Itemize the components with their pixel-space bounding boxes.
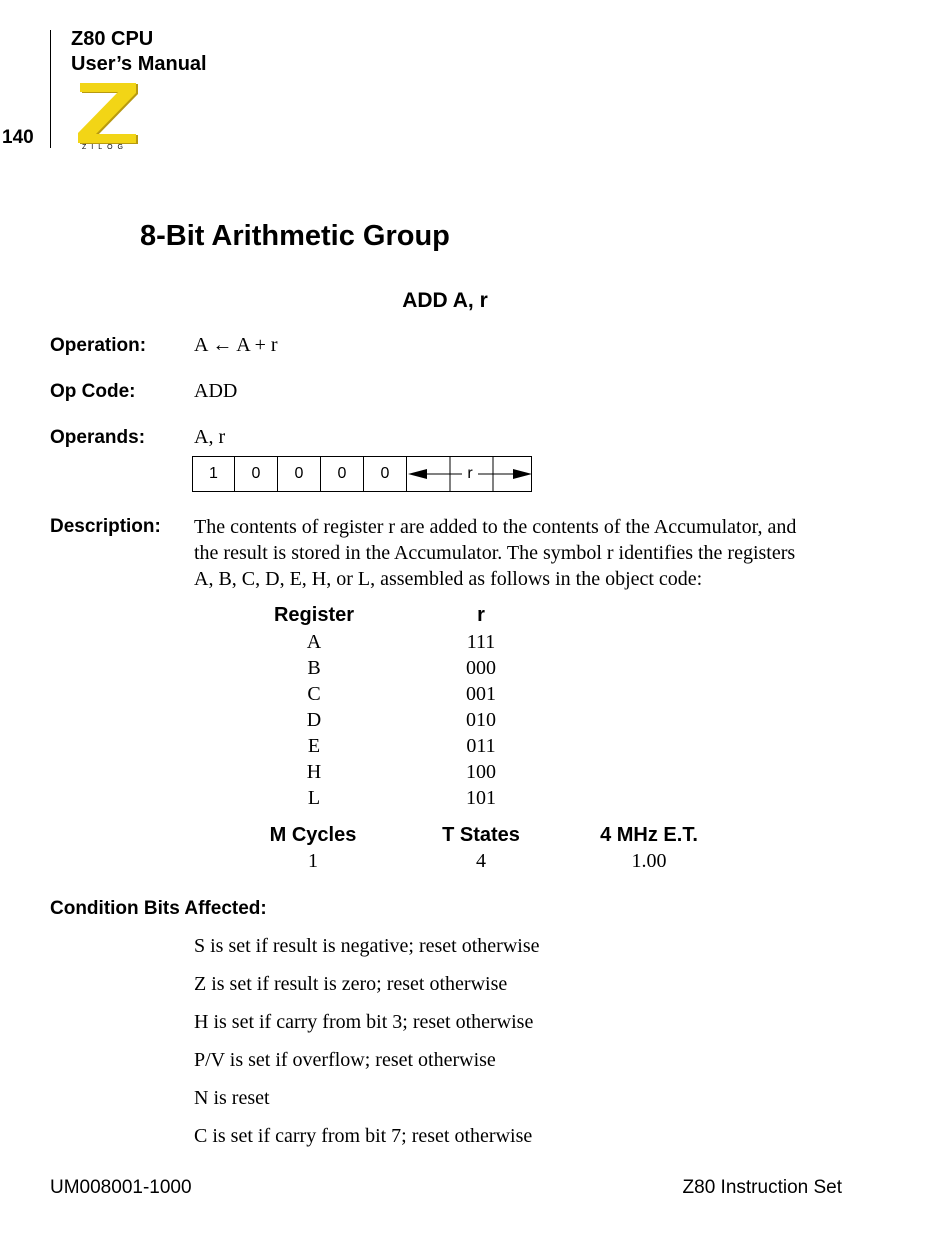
opcode-bit: 0 xyxy=(278,457,321,491)
footer-document-id: UM008001-1000 xyxy=(50,1177,192,1198)
register-field xyxy=(407,457,533,491)
opcode-bit: 0 xyxy=(321,457,364,491)
r-code-cell: 011 xyxy=(466,735,496,757)
r-code-cell: 111 xyxy=(466,631,496,653)
r-code-cell: 000 xyxy=(466,657,496,679)
opcode-value: ADD xyxy=(194,380,238,402)
operation-value: A ← A + r xyxy=(194,334,278,356)
footer-section-name: Z80 Instruction Set xyxy=(682,1177,842,1198)
register-cell: A xyxy=(306,631,322,653)
register-cell: D xyxy=(306,709,322,731)
r-code-cell: 101 xyxy=(466,787,496,809)
opcode-label: Op Code: xyxy=(50,381,136,402)
register-cell: E xyxy=(307,735,321,757)
operands-value: A, r xyxy=(194,426,226,448)
manual-title-line2: User’s Manual xyxy=(71,53,207,75)
header-rule xyxy=(50,30,51,148)
register-cell: B xyxy=(307,657,321,679)
logo-text: ZILOG xyxy=(81,144,129,150)
condition-bit-item: Z is set if result is zero; reset otherwise xyxy=(194,973,508,995)
register-cell: C xyxy=(307,683,321,705)
r-code-cell: 001 xyxy=(466,683,496,705)
execution-time-header: 4 MHz E.T. xyxy=(600,824,698,846)
t-states-value: 4 xyxy=(476,850,486,872)
r-header: r xyxy=(477,604,485,626)
description-line: A, B, C, D, E, H, or L, assembled as follows in the object code: xyxy=(194,568,703,590)
page-number: 140 xyxy=(2,127,34,148)
register-cell: H xyxy=(306,761,322,783)
zilog-logo xyxy=(72,80,138,150)
description-line: The contents of register r are added to the contents of the Accumulator, and xyxy=(194,516,797,538)
operands-label: Operands: xyxy=(50,427,146,448)
condition-bit-item: C is set if carry from bit 7; reset otherwise xyxy=(194,1125,533,1147)
t-states-header: T States xyxy=(442,824,520,846)
execution-time-value: 1.00 xyxy=(631,850,667,872)
condition-bit-item: N is reset xyxy=(194,1087,270,1109)
description-line: the result is stored in the Accumulator. The symbol r identifies the registers xyxy=(194,542,796,564)
register-cell: L xyxy=(307,787,321,809)
condition-bit-item: H is set if carry from bit 3; reset otherwise xyxy=(194,1011,534,1033)
m-cycles-value: 1 xyxy=(308,850,318,872)
r-code-cell: 010 xyxy=(466,709,496,731)
section-title: 8-Bit Arithmetic Group xyxy=(140,220,450,252)
m-cycles-header: M Cycles xyxy=(269,824,357,846)
operation-label: Operation: xyxy=(50,335,147,356)
opcode-bit: 0 xyxy=(235,457,278,491)
register-field-label: r xyxy=(462,457,478,491)
instruction-title: ADD A, r xyxy=(402,289,488,312)
description-label: Description: xyxy=(50,516,161,537)
opcode-bit: 1 xyxy=(193,457,235,491)
description-text xyxy=(194,514,854,592)
condition-bit-item: S is set if result is negative; reset otherwise xyxy=(194,935,540,957)
r-code-cell: 100 xyxy=(466,761,496,783)
opcode-bit-diagram xyxy=(192,456,532,492)
condition-bits-label: Condition Bits Affected: xyxy=(50,898,267,919)
manual-title-line1: Z80 CPU xyxy=(71,28,154,50)
condition-bit-item: P/V is set if overflow; reset otherwise xyxy=(194,1049,496,1071)
manual-title xyxy=(71,27,207,77)
register-header: Register xyxy=(273,604,355,626)
opcode-bit: 0 xyxy=(364,457,407,491)
